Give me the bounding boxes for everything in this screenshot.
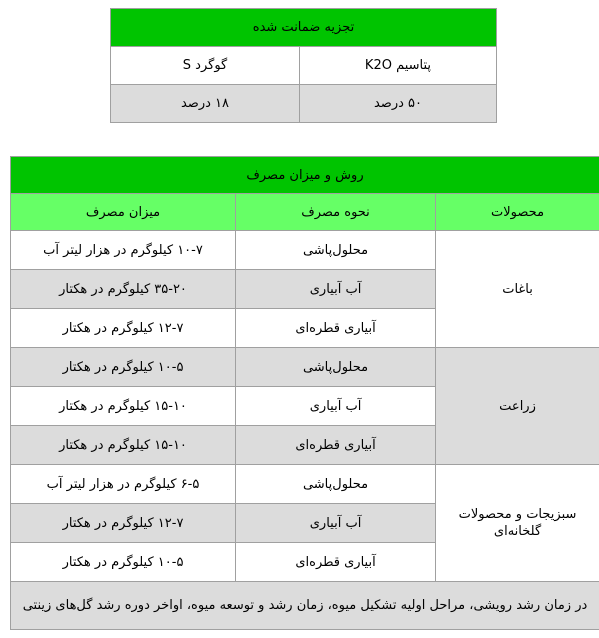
table-row: [11, 348, 599, 387]
potassium-header: پتاسیم K2O: [300, 47, 497, 85]
rate-cell: ۳۵-۲۰ کیلوگرم در هکتار: [11, 270, 236, 309]
potassium-value: ۵۰ درصد: [300, 85, 497, 123]
column-header-method: نحوه مصرف: [236, 194, 436, 231]
crop-cell: زراعت: [436, 348, 599, 465]
rate-cell: ۱۲-۷ کیلوگرم در هکتار: [11, 309, 236, 348]
guaranteed-analysis-title: تجزیه ضمانت شده: [111, 9, 497, 47]
method-cell: آب آبیاری: [236, 504, 436, 543]
usage-table: [10, 156, 599, 630]
method-cell: آبیاری قطره‌ای: [236, 309, 436, 348]
method-cell: محلول‌پاشی: [236, 465, 436, 504]
usage-title: روش و میزان مصرف: [11, 157, 599, 194]
rate-cell: ۱۰-۵ کیلوگرم در هکتار: [11, 543, 236, 582]
method-cell: آب آبیاری: [236, 270, 436, 309]
sulfur-value: ۱۸ درصد: [111, 85, 300, 123]
method-cell: محلول‌پاشی: [236, 348, 436, 387]
method-cell: آبیاری قطره‌ای: [236, 543, 436, 582]
sulfur-header: گوگرد S: [111, 47, 300, 85]
rate-cell: ۱۵-۱۰ کیلوگرم در هکتار: [11, 387, 236, 426]
crop-cell: باغات: [436, 231, 599, 348]
method-cell: آبیاری قطره‌ای: [236, 426, 436, 465]
rate-cell: ۱۵-۱۰ کیلوگرم در هکتار: [11, 426, 236, 465]
method-cell: آب آبیاری: [236, 387, 436, 426]
usage-footnote: در زمان رشد رویشی، مراحل اولیه تشکیل میوه، زمان رشد و توسعه میوه، اواخر دوره رشد گل‌های زینتی: [11, 582, 599, 630]
column-header-rate: میزان مصرف: [11, 194, 236, 231]
rate-cell: ۱۲-۷ کیلوگرم در هکتار: [11, 504, 236, 543]
rate-cell: ۱۰-۷ کیلوگرم در هزار لیتر آب: [11, 231, 236, 270]
method-cell: محلول‌پاشی: [236, 231, 436, 270]
crop-cell: سبزیجات و محصولات گلخانه‌ای: [436, 465, 599, 582]
table-row: [11, 465, 599, 504]
column-header-crops: محصولات: [436, 194, 599, 231]
rate-cell: ۶-۵ کیلوگرم در هزار لیتر آب: [11, 465, 236, 504]
rate-cell: ۱۰-۵ کیلوگرم در هکتار: [11, 348, 236, 387]
table-row: [11, 231, 599, 270]
guaranteed-analysis-table: [110, 8, 497, 123]
